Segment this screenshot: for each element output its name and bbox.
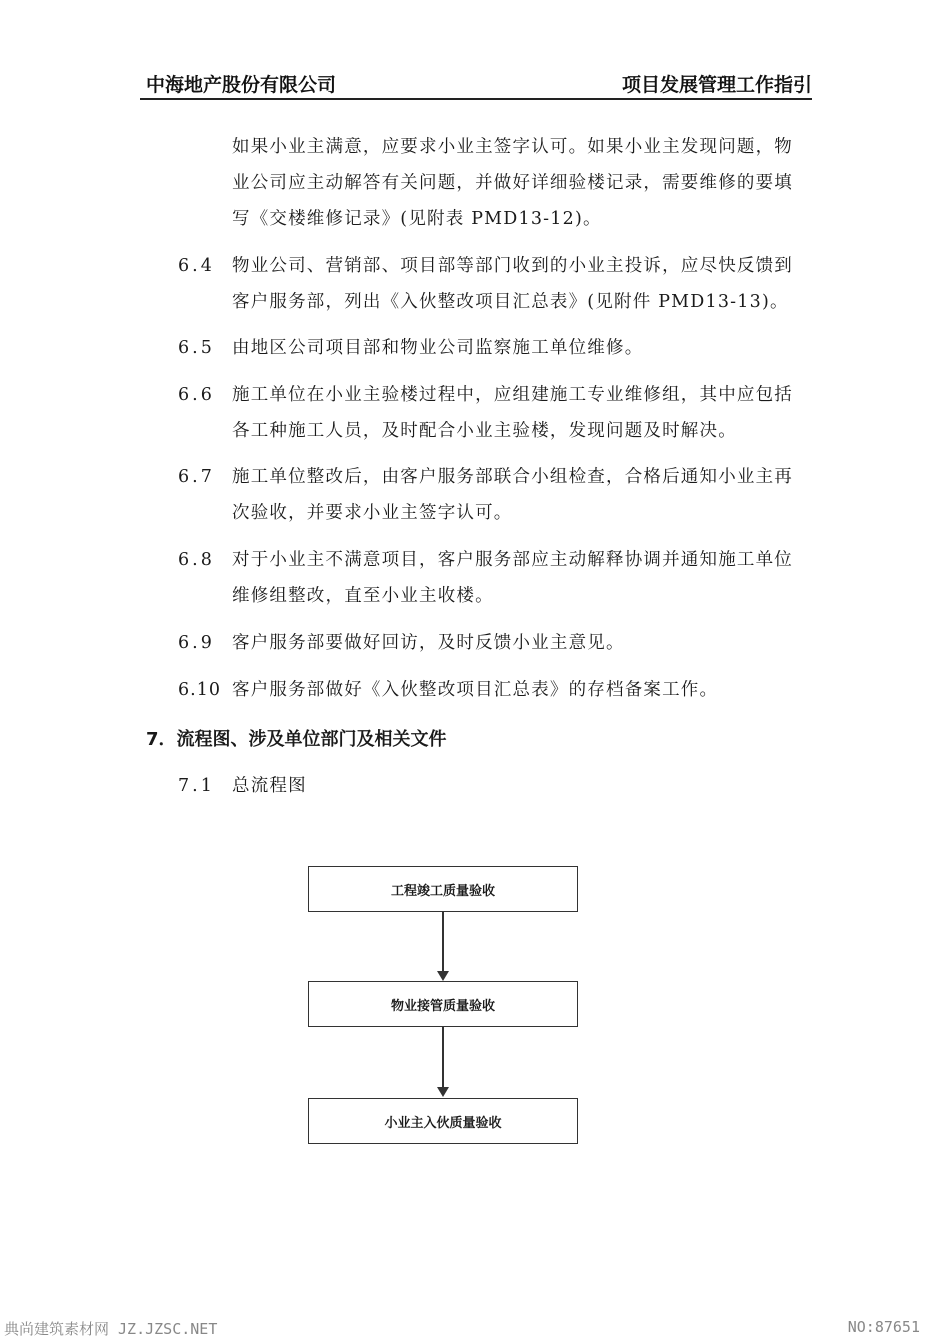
item-line: 物业公司、营销部、项目部等部门收到的小业主投诉，应尽快反馈到 <box>232 256 793 276</box>
paragraph-line: 业公司应主动解答有关问题，并做好详细验楼记录，需要维修的要填 <box>232 173 793 193</box>
item-line: 客户服务部，列出《入伙整改项目汇总表》(见附件 PMD13-13)。 <box>232 292 789 312</box>
flow-connector <box>442 1027 444 1088</box>
document-title: 项目发展管理工作指引 <box>621 74 812 96</box>
item-number: 6.8 <box>178 550 215 570</box>
arrow-down-icon <box>437 971 449 981</box>
item-line: 客户服务部做好《入伙整改项目汇总表》的存档备案工作。 <box>232 680 719 700</box>
section-number: 7.1 <box>178 776 215 796</box>
watermark-text: 典尚建筑素材网 JZ.JZSC.NET <box>4 1320 218 1338</box>
item-line: 由地区公司项目部和物业公司监察施工单位维修。 <box>232 338 644 358</box>
item-line: 对于小业主不满意项目，客户服务部应主动解释协调并通知施工单位 <box>232 550 793 570</box>
flow-step-1 <box>308 866 578 912</box>
item-line: 施工单位整改后，由客户服务部联合小组检查，合格后通知小业主再 <box>232 467 793 487</box>
flow-step-2 <box>308 981 578 1027</box>
header-divider <box>140 98 812 100</box>
item-line: 各工种施工人员，及时配合小业主验楼，发现问题及时解决。 <box>232 421 737 441</box>
flow-connector <box>442 912 444 972</box>
paragraph-line: 如果小业主满意，应要求小业主签字认可。如果小业主发现问题，物 <box>232 137 793 157</box>
flow-step-label: 工程竣工质量验收 <box>390 883 495 899</box>
flow-step-label: 物业接管质量验收 <box>390 998 495 1014</box>
item-number: 6.10 <box>178 680 221 700</box>
paragraph-line: 写《交楼维修记录》(见附表 PMD13-12)。 <box>232 209 602 229</box>
item-number: 6.9 <box>178 633 215 653</box>
item-number: 6.4 <box>178 256 215 276</box>
item-line: 客户服务部要做好回访，及时反馈小业主意见。 <box>232 633 625 653</box>
item-number: 6.6 <box>178 385 215 405</box>
company-name: 中海地产股份有限公司 <box>146 74 337 96</box>
section-7-title: 7．流程图、涉及单位部门及相关文件 <box>146 729 447 750</box>
arrow-down-icon <box>437 1087 449 1097</box>
flow-step-label: 小业主入伙质量验收 <box>384 1115 502 1131</box>
item-number: 6.5 <box>178 338 215 358</box>
item-line: 维修组整改，直至小业主收楼。 <box>232 586 494 606</box>
section-label: 总流程图 <box>232 776 307 796</box>
flow-step-3 <box>308 1098 578 1144</box>
item-line: 施工单位在小业主验楼过程中，应组建施工专业维修组，其中应包括 <box>232 385 793 405</box>
document-number: NO:87651 <box>847 1318 920 1336</box>
item-line: 次验收，并要求小业主签字认可。 <box>232 503 513 523</box>
item-number: 6.7 <box>178 467 215 487</box>
